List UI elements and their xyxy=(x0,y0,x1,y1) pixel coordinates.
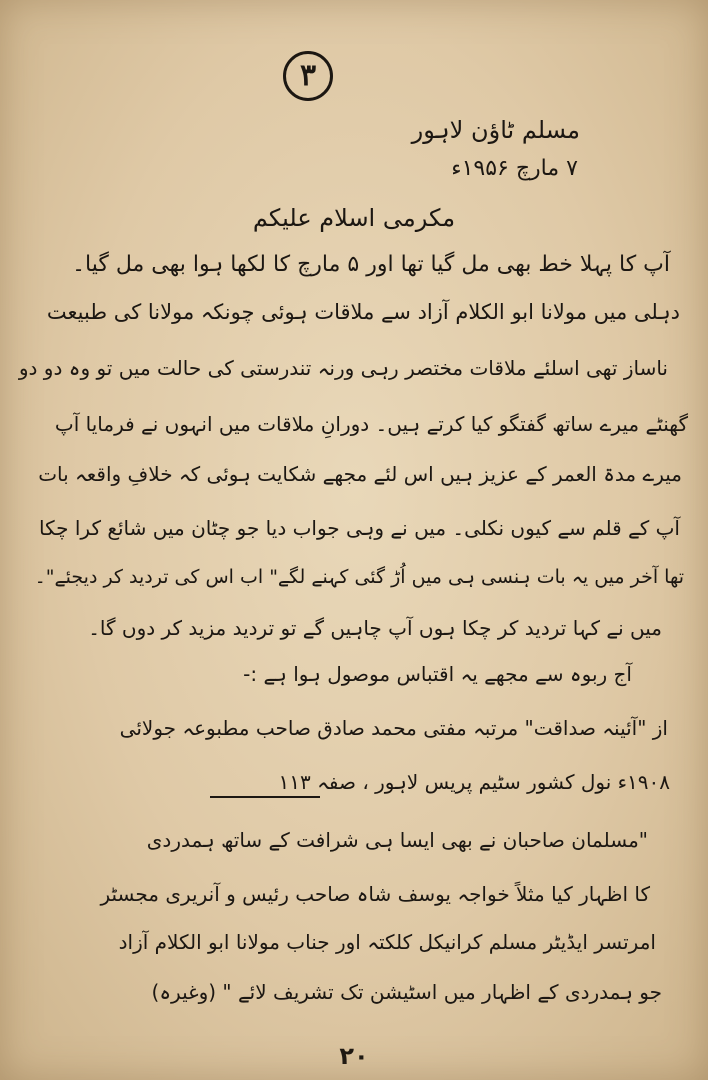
salutation: مکرمی اسلام علیکم xyxy=(252,204,456,232)
body-line-3: ناساز تھی اسلئے ملاقات مختصر رہی ورنہ تندرستی کی حالت میں تو وہ دو دو xyxy=(18,356,668,380)
header-date: ۷ مارچ ۱۹۵۶ء xyxy=(451,156,578,181)
body-line-5: میرے مدۃ العمر کے عزیز ہیں اس لئے مجھے شکایت ہوئی کہ خلافِ واقعہ بات xyxy=(38,462,682,486)
page-marker-circle xyxy=(283,51,333,101)
body-line-15: جو ہمدردی کے اظہار میں اسٹیشن تک تشریف لائے " (وغیرہ) xyxy=(151,980,662,1004)
body-line-1: آپ کا پہلا خط بھی مل گیا تھا اور ۵ مارچ کا لکھا ہوا بھی مل گیا۔ xyxy=(72,252,670,277)
body-line-9: آج ربوہ سے مجھے یہ اقتباس موصول ہوا ہے :- xyxy=(243,662,632,686)
body-line-13: کا اظہار کیا مثلاً خواجہ یوسف شاہ صاحب رئیس و آنریری مجسٹر xyxy=(100,882,650,906)
body-line-8: میں نے کہا تردید کر چکا ہوں آپ چاہیں گے تو تردید مزید کر دوں گا۔ xyxy=(88,616,662,640)
body-line-14: امرتسر ایڈیٹر مسلم کرانیکل کلکتہ اور جناب مولانا ابو الکلام آزاد xyxy=(118,930,656,954)
body-line-11: ۱۹۰۸ء نول کشور سٹیم پریس لاہور ، صفہ ۱۱۳ xyxy=(278,770,670,794)
body-line-10: از "آئینہ صداقت" مرتبہ مفتی محمد صادق صاحب مطبوعہ جولائی xyxy=(119,716,668,740)
reference-underline xyxy=(210,796,320,798)
body-line-6: آپ کے قلم سے کیوں نکلی۔ میں نے وہی جواب دیا جو چٹان میں شائع کرا چکا xyxy=(39,516,680,540)
page-marker: ۳ xyxy=(299,58,317,93)
page-number: ۲۰ xyxy=(339,1042,369,1070)
body-line-7: تھا آخر میں یہ بات ہنسی ہی میں اُڑ گئی کہنے لگے" اب اس کی تردید کر دیجئے"۔ xyxy=(34,566,684,588)
header-place: مسلم ٹاؤن لاہور xyxy=(411,116,580,144)
body-line-12: "مسلمان صاحبان نے بھی ایسا ہی شرافت کے ساتھ ہمدردی xyxy=(146,828,648,852)
body-line-4: گھنٹے میرے ساتھ گفتگو کیا کرتے ہیں۔ دورانِ ملاقات میں انہوں نے فرمایا آپ xyxy=(54,412,688,436)
body-line-2: دہلی میں مولانا ابو الکلام آزاد سے ملاقات ہوئی چونکہ مولانا کی طبیعت xyxy=(46,300,680,324)
